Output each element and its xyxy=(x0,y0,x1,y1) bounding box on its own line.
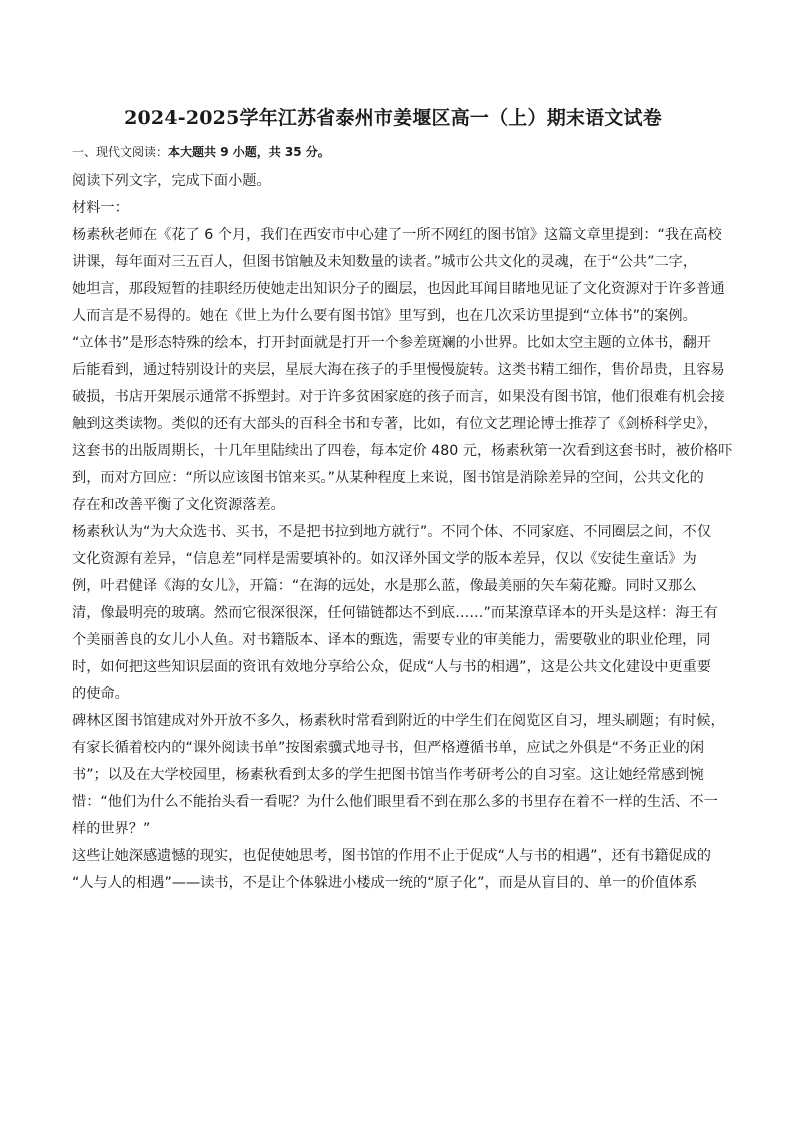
text-line: 时，如何把这些知识层面的资讯有效地分享给公众，促成“人与书的相遇”，这是公共文化建设中更重要 xyxy=(72,659,711,675)
text-line: 的使命。 xyxy=(72,686,129,702)
paragraph-5 xyxy=(72,843,714,897)
text-line: 例，叶君健译《海的女儿》，开篇：“在海的远处，水是那么蓝，像最美丽的矢车菊花瓣。同时又那么 xyxy=(72,578,697,594)
section-header xyxy=(72,142,714,162)
text-line: “立体书”是形态特殊的绘本，打开封面就是打开一个参差斑斓的小世界。比如太空主题的立体书，翻开 xyxy=(72,335,711,351)
text-line: 到，而对方回应：“所以应该图书馆来买。”从某种程度上来说，图书馆是消除差异的空间，公共文化的 xyxy=(72,470,704,486)
text-line: 惜：“他们为什么不能抬头看一看呢？为什么他们眼里看不到在那么多的书里存在着不一样的生活、不一 xyxy=(72,794,718,810)
text-line: 清，像最明亮的玻璃。然而它很深很深，任何锚链都达不到底……”而某潦草译本的开头是这样：海王有 xyxy=(72,605,718,621)
paragraph-2 xyxy=(72,330,733,519)
text-line: 这套书的出版周期长，十几年里陆续出了四卷，每本定价 480 元，杨素秋第一次看到这套书时，被价格吓 xyxy=(72,443,733,459)
text-line: “人与人的相遇”——读书，不是让个体躲进小楼成一统的“原子化”，而是从盲目的、单一的价值体系 xyxy=(72,875,698,891)
section-rule: 本大题共 9 小题，共 35 分。 xyxy=(168,145,330,159)
text-line: 她坦言，那段短暂的挂职经历使她走出知识分子的圈层，也因此耳闻目睹地见证了文化资源对于许多普通 xyxy=(72,281,725,297)
text-line: 杨素秋认为“为大众选书、买书，不是把书拉到地方就行”。不同个体、不同家庭、不同圈层之间，不仅 xyxy=(72,524,711,540)
instruction-text: 阅读下列文字，完成下面小题。 xyxy=(72,173,271,189)
text-line: 存在和改善平衡了文化资源落差。 xyxy=(72,497,285,513)
section-prefix: 一、现代文阅读： xyxy=(72,145,169,159)
paragraph-3 xyxy=(72,519,718,708)
text-line: 这些让她深感遗憾的现实，也促使她思考，图书馆的作用不止于促成“人与书的相遇”，还有书籍促成的 xyxy=(72,848,711,864)
paragraph-4 xyxy=(72,708,725,843)
page-title: 2024-2025学年江苏省泰州市姜堰区高一（上）期末语文试卷 xyxy=(124,107,662,129)
text-line: 书”；以及在大学校园里，杨素秋看到太多的学生把图书馆当作考研考公的自习室。这让她经常感到惋 xyxy=(72,767,704,783)
text-line: 触到这类读物。类似的还有大部头的百科全书和专著，比如，有位文艺理论博士推荐了《剑桥科学史》， xyxy=(72,416,718,432)
text-line: 讲课，每年面对三五百人，但图书馆触及未知数量的读者。”城市公共文化的灵魂，在于“公共”二字， xyxy=(72,254,698,270)
text-line: 破损，书店开架展示通常不拆塑封。对于许多贫困家庭的孩子而言，如果没有图书馆，他们很难有机会接 xyxy=(72,389,725,405)
text-line: 有家长循着校内的“课外阅读书单”按图索骥式地寻书，但严格遵循书单，应试之外俱是“不务正业的闲 xyxy=(72,740,705,756)
text-line: 后能看到，通过特别设计的夹层，星辰大海在孩子的手里慢慢旋转。这类书精工细作，售价昂贵，且容易 xyxy=(72,362,725,378)
text-line: 样的世界？” xyxy=(72,821,151,837)
material-label: 材料一： xyxy=(72,200,129,216)
text-line: 人而言是不易得的。她在《世上为什么要有图书馆》里写到，也在几次采访里提到“立体书”的案例。 xyxy=(72,308,697,324)
text-line: 个美丽善良的女儿小人鱼。对书籍版本、译本的甄选，需要专业的审美能力，需要敬业的职业伦理，同 xyxy=(72,632,711,648)
text-line: 碑林区图书馆建成对外开放不多久，杨素秋时常看到附近的中学生们在阅览区自习，埋头刷题；有时候， xyxy=(72,713,725,729)
text-line: 杨素秋老师在《花了 6 个月，我们在西安市中心建了一所不网红的图书馆》这篇文章里提到：“我在高校 xyxy=(72,227,722,243)
paragraph-1 xyxy=(72,222,725,330)
text-line: 文化资源有差异，“信息差”同样是需要填补的。如汉译外国文学的版本差异，仅以《安徒生童话》为 xyxy=(72,551,697,567)
